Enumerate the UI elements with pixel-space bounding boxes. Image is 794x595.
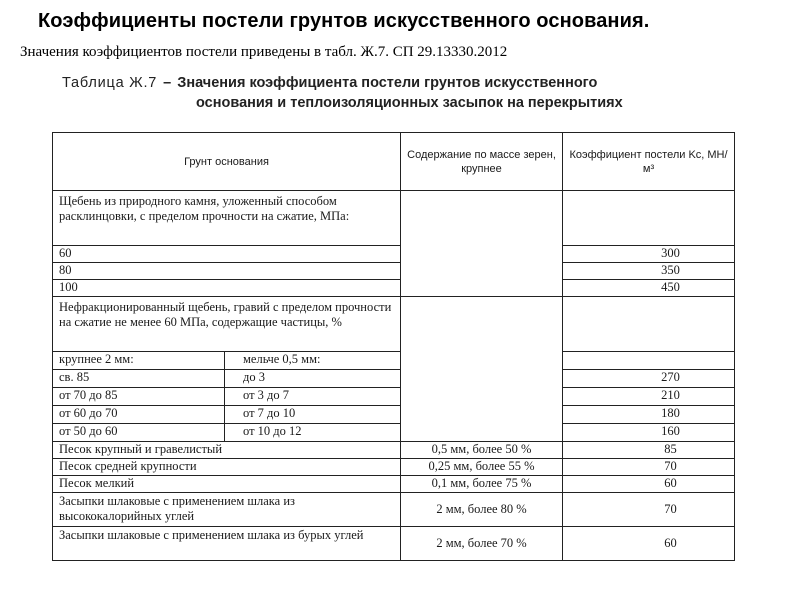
table-caption bbox=[62, 73, 762, 113]
header-content: Содержание по массе зерен, крупнее bbox=[401, 133, 563, 191]
table-row bbox=[53, 388, 735, 406]
slag-name: Засыпки шлаковые с применением шлака из высококалорийных углей bbox=[53, 493, 401, 527]
coef-value: 180 bbox=[563, 406, 735, 424]
strength-value: 100 bbox=[53, 280, 401, 297]
table-row bbox=[53, 424, 735, 442]
page-title: Коэффициенты постели грунтов искусственного основания. bbox=[38, 10, 650, 32]
slag-content: 2 мм, более 70 % bbox=[401, 527, 563, 561]
coef-value: 210 bbox=[563, 388, 735, 406]
page-subtitle: Значения коэффициентов постели приведены в табл. Ж.7. СП 29.13330.2012 bbox=[20, 44, 508, 60]
small-fraction: от 3 до 7 bbox=[225, 388, 401, 406]
table-row bbox=[53, 280, 735, 297]
header-coef: Коэффициент постели Kс, МН/м³ bbox=[563, 133, 735, 191]
coef-value: 350 bbox=[563, 263, 735, 280]
sand-content: 0,1 мм, более 75 % bbox=[401, 476, 563, 493]
coef-value: 450 bbox=[563, 280, 735, 297]
table-row bbox=[53, 459, 735, 476]
caption-line-1: Значения коэффициента постели грунтов искусственного bbox=[177, 75, 598, 91]
caption-line-2: основания и теплоизоляционных засыпок на перекрытиях bbox=[196, 95, 623, 111]
empty-cell bbox=[563, 191, 735, 246]
strength-value: 60 bbox=[53, 246, 401, 263]
sand-name: Песок мелкий bbox=[53, 476, 401, 493]
coef-value: 300 bbox=[563, 246, 735, 263]
unfractionated-description: Нефракционированный щебень, гравий с пределом прочности на сжатие не менее 60 МПа, содержащие частицы, % bbox=[53, 297, 401, 352]
table-row bbox=[53, 191, 735, 246]
crushed-stone-description: Щебень из природного камня, уложенный способом расклинцовки, с пределом прочности на сжатие, МПа: bbox=[53, 191, 401, 246]
caption-prefix: Таблица Ж.7 bbox=[62, 75, 158, 91]
large-fraction: св. 85 bbox=[53, 370, 225, 388]
coef-value: 70 bbox=[563, 459, 735, 476]
sand-content: 0,25 мм, более 55 % bbox=[401, 459, 563, 476]
table-header-row bbox=[53, 133, 735, 191]
unfractionated-content-cell bbox=[401, 297, 563, 442]
coef-value: 160 bbox=[563, 424, 735, 442]
coefficient-table bbox=[52, 132, 735, 561]
table-row bbox=[53, 476, 735, 493]
large-fraction: от 50 до 60 bbox=[53, 424, 225, 442]
table-row bbox=[53, 406, 735, 424]
slag-name: Засыпки шлаковые с применением шлака из бурых углей bbox=[53, 527, 401, 561]
empty-cell bbox=[563, 352, 735, 370]
slag-content: 2 мм, более 80 % bbox=[401, 493, 563, 527]
crushed-stone-content-cell bbox=[401, 191, 563, 297]
table-row bbox=[53, 352, 735, 370]
large-fraction: от 70 до 85 bbox=[53, 388, 225, 406]
small-fraction: от 7 до 10 bbox=[225, 406, 401, 424]
table-row bbox=[53, 370, 735, 388]
table-row bbox=[53, 263, 735, 280]
table-row bbox=[53, 246, 735, 263]
empty-cell bbox=[563, 297, 735, 352]
coef-value: 60 bbox=[563, 476, 735, 493]
table-row bbox=[53, 493, 735, 527]
col-small-label: мельче 0,5 мм: bbox=[225, 352, 401, 370]
sand-content: 0,5 мм, более 50 % bbox=[401, 442, 563, 459]
coef-value: 60 bbox=[563, 527, 735, 561]
header-soil: Грунт основания bbox=[53, 133, 401, 191]
strength-value: 80 bbox=[53, 263, 401, 280]
table-row bbox=[53, 442, 735, 459]
sand-name: Песок крупный и гравелистый bbox=[53, 442, 401, 459]
coef-value: 85 bbox=[563, 442, 735, 459]
col-large-label: крупнее 2 мм: bbox=[53, 352, 225, 370]
large-fraction: от 60 до 70 bbox=[53, 406, 225, 424]
caption-dash: – bbox=[163, 75, 172, 91]
table-row bbox=[53, 297, 735, 352]
coef-value: 270 bbox=[563, 370, 735, 388]
sand-name: Песок средней крупности bbox=[53, 459, 401, 476]
small-fraction: от 10 до 12 bbox=[225, 424, 401, 442]
table-row bbox=[53, 527, 735, 561]
small-fraction: до 3 bbox=[225, 370, 401, 388]
coef-value: 70 bbox=[563, 493, 735, 527]
